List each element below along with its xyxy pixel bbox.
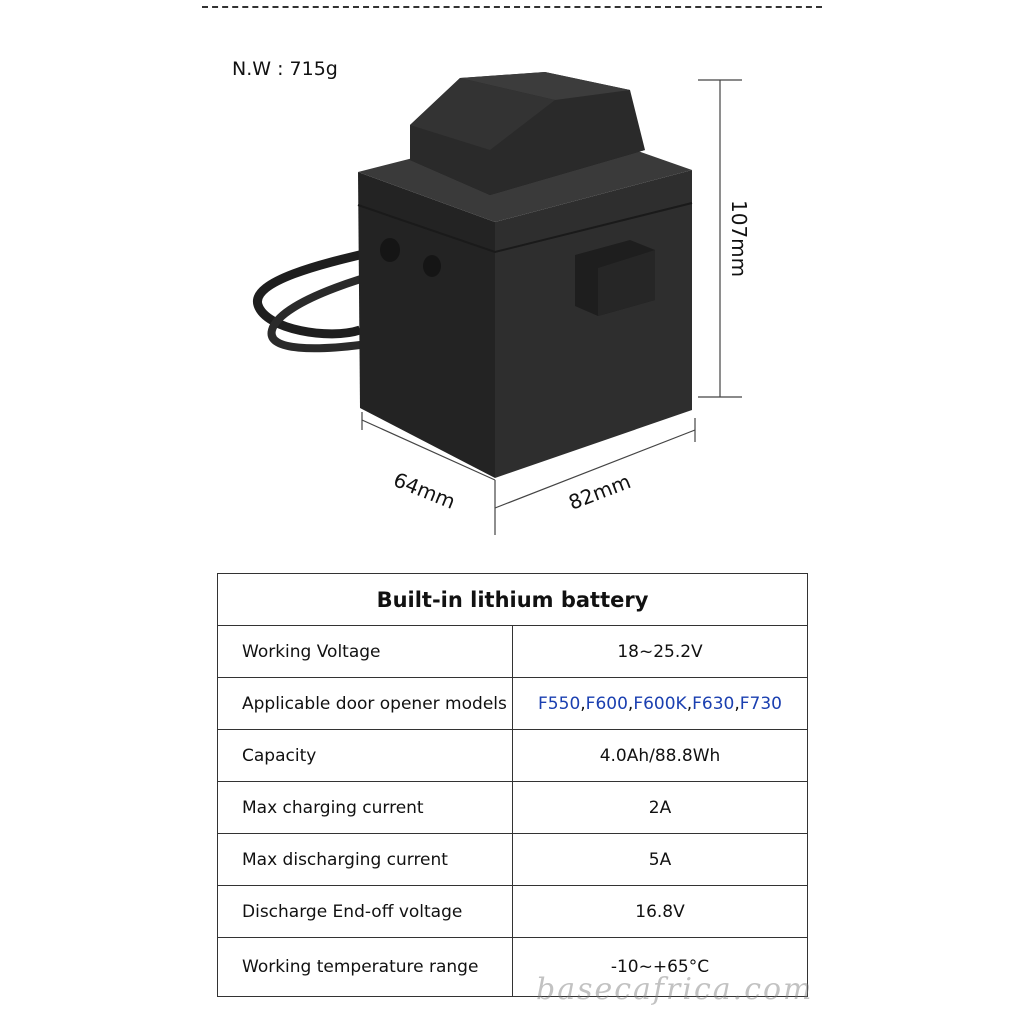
table-row — [218, 834, 808, 886]
battery-left-face — [358, 172, 495, 478]
row-value: 5A — [513, 834, 808, 886]
model-link[interactable]: F550 — [538, 693, 581, 714]
model-link[interactable]: F730 — [739, 693, 782, 714]
row-label: Working Voltage — [218, 626, 513, 678]
net-weight-label: N.W : 715g — [232, 58, 338, 80]
watermark: basecafrica.com — [536, 972, 814, 1007]
row-label: Working temperature range — [218, 938, 513, 997]
row-label: Max discharging current — [218, 834, 513, 886]
width-dimension-label: 82mm — [565, 469, 634, 515]
battery-front-face — [495, 170, 692, 478]
table-row — [218, 678, 808, 730]
row-value: 2A — [513, 782, 808, 834]
row-value: 16.8V — [513, 886, 808, 938]
row-label: Max charging current — [218, 782, 513, 834]
table-row — [218, 730, 808, 782]
table-row — [218, 626, 808, 678]
models-value: F550,F600,F600K,F630,F730 — [513, 678, 808, 730]
table-title: Built-in lithium battery — [218, 574, 808, 626]
row-value: 4.0Ah/88.8Wh — [513, 730, 808, 782]
table-row — [218, 782, 808, 834]
spec-table — [217, 573, 808, 997]
row-label: Discharge End-off voltage — [218, 886, 513, 938]
row-label: Applicable door opener models — [218, 678, 513, 730]
table-row — [218, 886, 808, 938]
height-dimension-label: 107mm — [727, 200, 751, 278]
row-label: Capacity — [218, 730, 513, 782]
row-value: -10~+65°C — [513, 938, 808, 997]
row-value: 18~25.2V — [513, 626, 808, 678]
model-link[interactable]: F600 — [585, 693, 628, 714]
model-link[interactable]: F600K — [633, 693, 687, 714]
depth-dimension-label: 64mm — [390, 467, 459, 514]
model-link[interactable]: F630 — [692, 693, 735, 714]
